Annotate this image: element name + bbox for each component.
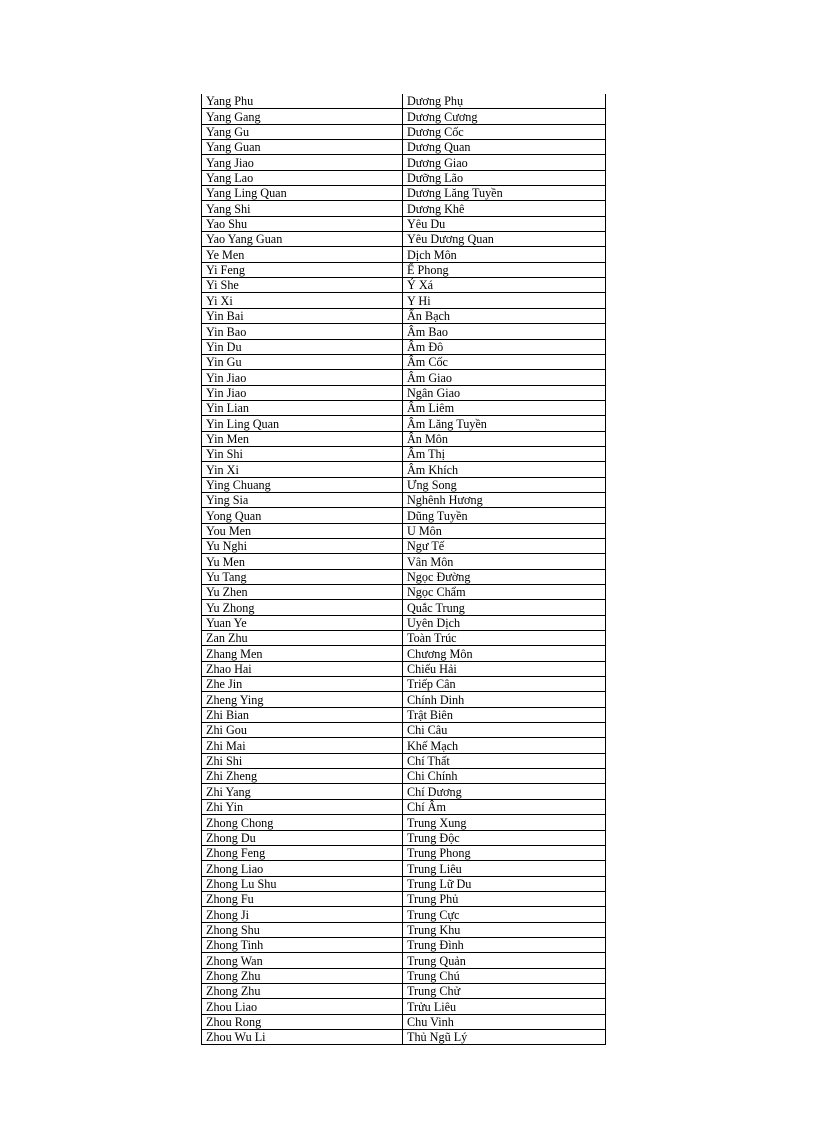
vietnamese-cell: Trung Lữ Du [403,876,606,891]
pinyin-cell: Zhong Du [202,830,403,845]
table-row [202,538,606,553]
vietnamese-cell: Trung Liêu [403,861,606,876]
table-row [202,1014,606,1029]
table-row [202,707,606,722]
vietnamese-cell: Trung Cực [403,907,606,922]
table-row [202,891,606,906]
table-row [202,585,606,600]
pinyin-cell: Yu Nghi [202,538,403,553]
pinyin-cell: Zhou Rong [202,1014,403,1029]
pinyin-cell: Yin Du [202,339,403,354]
vietnamese-cell: Y Hi [403,293,606,308]
vietnamese-cell: Âm Giao [403,370,606,385]
table-row [202,247,606,262]
pinyin-cell: Zhong Chong [202,815,403,830]
table-row [202,308,606,323]
table-row [202,508,606,523]
table-row [202,462,606,477]
pinyin-cell: Yang Shi [202,201,403,216]
pinyin-cell: Yu Zhen [202,585,403,600]
pinyin-cell: Zhi Yang [202,784,403,799]
pinyin-cell: Zan Zhu [202,631,403,646]
table-row [202,400,606,415]
pinyin-cell: Zhi Yin [202,799,403,814]
table-row [202,554,606,569]
table-body [202,94,606,1045]
vietnamese-cell: Ngọc Chẩm [403,585,606,600]
table-row [202,769,606,784]
vietnamese-cell: Âm Đô [403,339,606,354]
pinyin-cell: Ying Chuang [202,477,403,492]
pinyin-cell: Zhi Bian [202,707,403,722]
table-row [202,385,606,400]
vietnamese-cell: Chí Âm [403,799,606,814]
pinyin-cell: Zhong Liao [202,861,403,876]
table-row [202,324,606,339]
vietnamese-cell: Chi Chính [403,769,606,784]
table-row [202,155,606,170]
vietnamese-cell: Trửu Liêu [403,999,606,1014]
table-row [202,370,606,385]
vietnamese-cell: Âm Thị [403,446,606,461]
table-row [202,799,606,814]
table-row [202,293,606,308]
pinyin-cell: Zheng Ying [202,692,403,707]
pinyin-cell: Yi Feng [202,262,403,277]
pinyin-cell: Yao Yang Guan [202,232,403,247]
table-row [202,845,606,860]
pinyin-cell: Yong Quan [202,508,403,523]
pinyin-cell: Zhi Shi [202,753,403,768]
vietnamese-cell: Dương Cương [403,109,606,124]
pinyin-cell: Zhong Lu Shu [202,876,403,891]
vietnamese-cell: Trung Chú [403,968,606,983]
pinyin-cell: Yin Lian [202,400,403,415]
vietnamese-cell: Dương Quan [403,140,606,155]
vietnamese-cell: Uyên Dịch [403,615,606,630]
vietnamese-cell: Ngư Tế [403,538,606,553]
table-row [202,477,606,492]
pinyin-cell: Zhao Hai [202,661,403,676]
vietnamese-cell: Ngân Giao [403,385,606,400]
table-row [202,278,606,293]
pinyin-cell: Yin Shi [202,446,403,461]
vietnamese-cell: Yêu Du [403,216,606,231]
pinyin-cell: Yang Gu [202,124,403,139]
pinyin-cell: Zhi Mai [202,738,403,753]
pinyin-cell: Yao Shu [202,216,403,231]
vietnamese-cell: Trung Khu [403,922,606,937]
vietnamese-cell: Âm Bao [403,324,606,339]
vietnamese-cell: Trật Biên [403,707,606,722]
pinyin-cell: Zhou Wu Li [202,1029,403,1044]
pinyin-cell: Zhong Shu [202,922,403,937]
pinyin-cell: Yin Men [202,431,403,446]
vietnamese-cell: Yêu Dương Quan [403,232,606,247]
pinyin-cell: You Men [202,523,403,538]
pinyin-cell: Ying Sia [202,492,403,507]
table-row [202,999,606,1014]
pinyin-cell: Zhou Liao [202,999,403,1014]
vietnamese-cell: Âm Khích [403,462,606,477]
pinyin-cell: Zhong Tinh [202,937,403,952]
table-row [202,953,606,968]
table-row [202,922,606,937]
pinyin-cell: Zhong Zhu [202,968,403,983]
vietnamese-cell: Dịch Môn [403,247,606,262]
table-row [202,170,606,185]
table-row [202,216,606,231]
vietnamese-cell: Trung Quản [403,953,606,968]
vietnamese-cell: U Môn [403,523,606,538]
pinyin-cell: Yin Ling Quan [202,416,403,431]
table-row [202,815,606,830]
table-row [202,677,606,692]
vietnamese-cell: Vân Môn [403,554,606,569]
table-row [202,109,606,124]
pinyin-cell: Yang Lao [202,170,403,185]
vietnamese-cell: Chu Vinh [403,1014,606,1029]
pinyin-cell: Yin Bai [202,308,403,323]
vietnamese-cell: Toàn Trúc [403,631,606,646]
pinyin-cell: Yang Phu [202,94,403,109]
table-row [202,431,606,446]
vietnamese-cell: Dưỡng Lão [403,170,606,185]
vietnamese-cell: Trung Đình [403,937,606,952]
vietnamese-cell: Chí Dương [403,784,606,799]
vietnamese-cell: Dũng Tuyền [403,508,606,523]
vietnamese-cell: Trung Xung [403,815,606,830]
pinyin-cell: Yang Gang [202,109,403,124]
table-row [202,492,606,507]
vietnamese-cell: Ưng Song [403,477,606,492]
table-row [202,124,606,139]
table-row [202,615,606,630]
table-row [202,646,606,661]
pinyin-cell: Zhi Zheng [202,769,403,784]
pinyin-cell: Zhe Jin [202,677,403,692]
pinyin-cell: Yu Men [202,554,403,569]
vietnamese-cell: Dương Khê [403,201,606,216]
pinyin-cell: Zhong Zhu [202,983,403,998]
table-row [202,186,606,201]
table-row [202,140,606,155]
vietnamese-cell: Chính Dinh [403,692,606,707]
vietnamese-cell: Ẩn Bạch [403,308,606,323]
vietnamese-cell: Ý Xá [403,278,606,293]
pinyin-cell: Yin Bao [202,324,403,339]
vietnamese-cell: Trung Phong [403,845,606,860]
table-row [202,907,606,922]
pinyin-cell: Yin Gu [202,354,403,369]
vietnamese-cell: Ngọc Đường [403,569,606,584]
vietnamese-cell: Chi Câu [403,723,606,738]
table-row [202,201,606,216]
vietnamese-cell: Nghênh Hương [403,492,606,507]
vietnamese-cell: Thủ Ngũ Lý [403,1029,606,1044]
table-row [202,262,606,277]
pinyin-cell: Zhi Gou [202,723,403,738]
pinyin-cell: Yang Ling Quan [202,186,403,201]
pinyin-cell: Yu Zhong [202,600,403,615]
vietnamese-cell: Dương Giao [403,155,606,170]
vietnamese-cell: Ế Phong [403,262,606,277]
vietnamese-cell: Trung Độc [403,830,606,845]
vietnamese-cell: Quắc Trung [403,600,606,615]
vietnamese-cell: Âm Lăng Tuyền [403,416,606,431]
vietnamese-cell: Chiếu Hải [403,661,606,676]
pinyin-cell: Zhong Fu [202,891,403,906]
vietnamese-cell: Trung Chử [403,983,606,998]
pinyin-cell: Zhong Ji [202,907,403,922]
vietnamese-cell: Dương Phụ [403,94,606,109]
vietnamese-cell: Âm Cốc [403,354,606,369]
table-row [202,692,606,707]
vietnamese-cell: Ân Môn [403,431,606,446]
pinyin-cell: Yang Jiao [202,155,403,170]
table-row [202,339,606,354]
pinyin-cell: Yin Jiao [202,370,403,385]
table-row [202,416,606,431]
pinyin-cell: Yuan Ye [202,615,403,630]
table-row [202,232,606,247]
vietnamese-cell: Dương Cốc [403,124,606,139]
table-row [202,94,606,109]
table-row [202,753,606,768]
vietnamese-cell: Âm Liêm [403,400,606,415]
table-row [202,631,606,646]
pinyin-cell: Yang Guan [202,140,403,155]
table-row [202,523,606,538]
table-row [202,723,606,738]
pinyin-cell: Yi Xi [202,293,403,308]
acupoint-name-table [201,94,606,1045]
pinyin-cell: Yin Xi [202,462,403,477]
table-row [202,661,606,676]
table-row [202,830,606,845]
table-row [202,569,606,584]
vietnamese-cell: Trung Phủ [403,891,606,906]
table-row [202,968,606,983]
vietnamese-cell: Chí Thất [403,753,606,768]
table-row [202,600,606,615]
pinyin-cell: Zhong Wan [202,953,403,968]
table-row [202,937,606,952]
pinyin-cell: Yi She [202,278,403,293]
table-row [202,784,606,799]
pinyin-cell: Ye Men [202,247,403,262]
vietnamese-cell: Triếp Cân [403,677,606,692]
table-row [202,354,606,369]
vietnamese-cell: Chương Môn [403,646,606,661]
table-row [202,861,606,876]
table-row [202,738,606,753]
vietnamese-cell: Dương Lăng Tuyền [403,186,606,201]
vietnamese-cell: Khế Mạch [403,738,606,753]
pinyin-cell: Zhong Feng [202,845,403,860]
table-row [202,1029,606,1044]
table-row [202,983,606,998]
pinyin-cell: Yin Jiao [202,385,403,400]
pinyin-cell: Yu Tang [202,569,403,584]
table-row [202,446,606,461]
pinyin-cell: Zhang Men [202,646,403,661]
table-row [202,876,606,891]
